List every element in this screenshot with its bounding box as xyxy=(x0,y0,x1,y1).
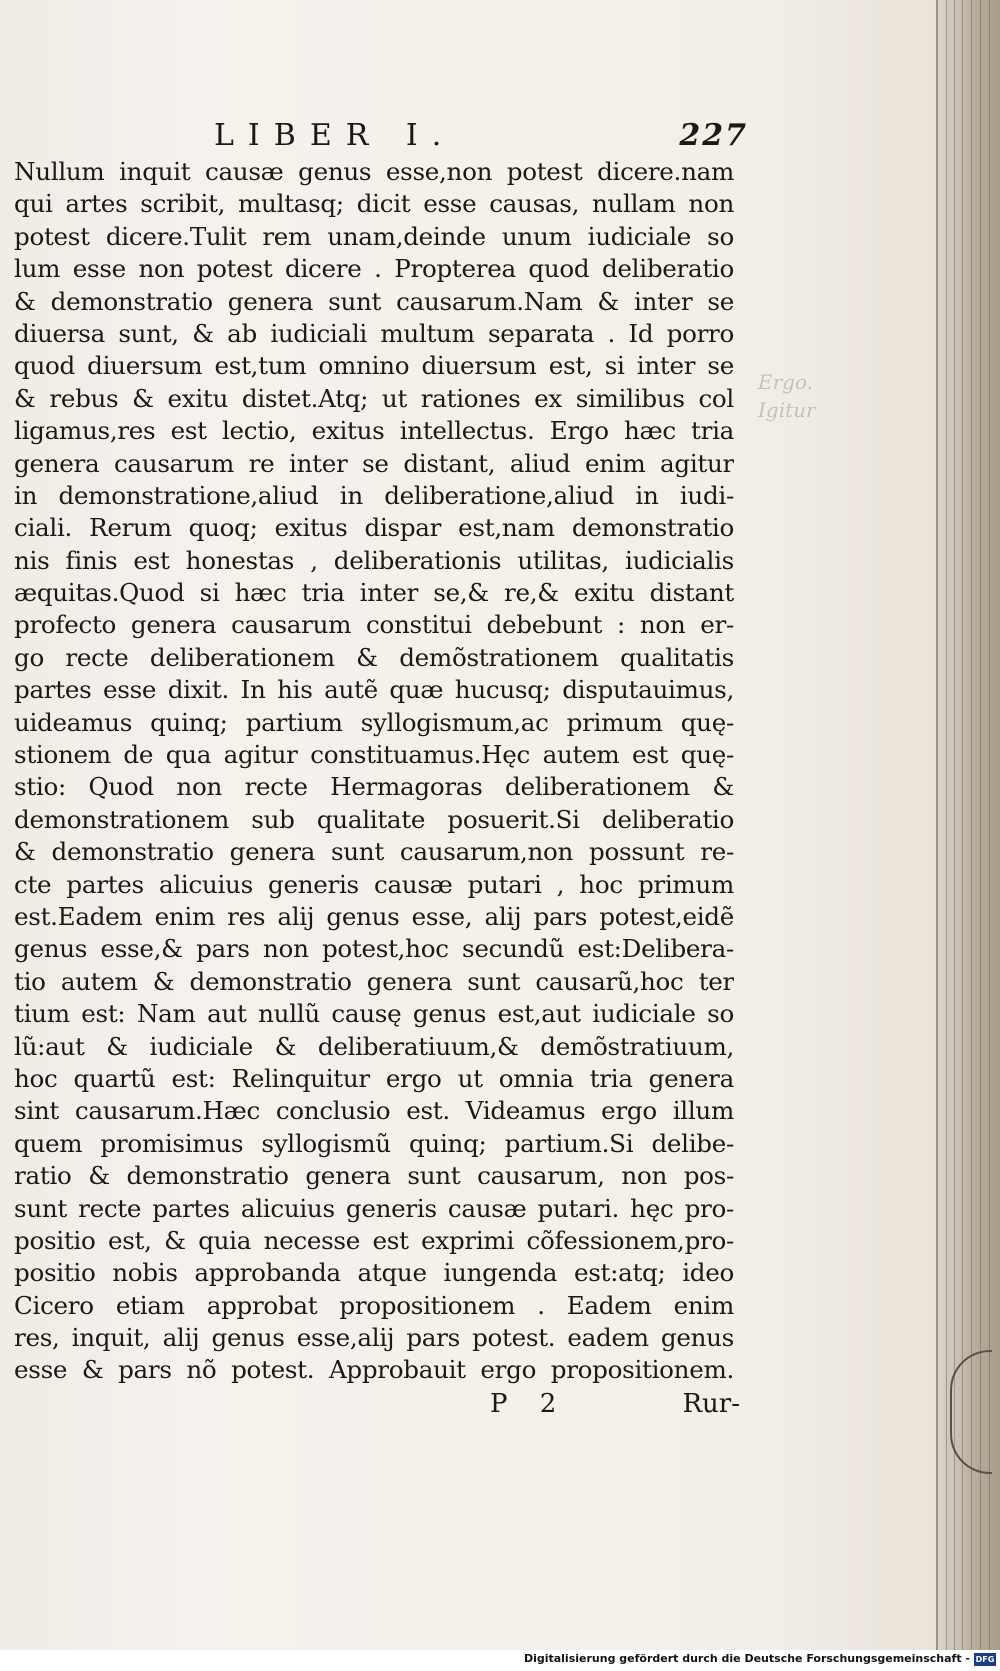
text-line: ligamus,res est lectio, exitus intellectus. Ergo hæc tria xyxy=(14,416,734,446)
text-line: quem promisimus syllogismũ quinq; partium.Si delibe- xyxy=(14,1128,734,1158)
dfg-logo: DFG xyxy=(975,1655,995,1664)
binding-curve xyxy=(950,1350,992,1474)
footer-bar xyxy=(0,1650,1000,1671)
text-line: ratio & demonstratio genera sunt causarum, non pos- xyxy=(14,1161,734,1191)
page-fore-edge xyxy=(936,0,1000,1650)
text-line: go recte deliberationem & demõstrationem qualitatis xyxy=(14,642,734,672)
running-head xyxy=(14,118,748,156)
text-line: quod diuersum est,tum omnino diuersum est, si inter se xyxy=(14,351,734,381)
text-line: est.Eadem enim res alij genus esse, alij pars potest,eidẽ xyxy=(14,901,734,931)
text-line: profecto genera causarum constitui debebunt : non er- xyxy=(14,610,734,640)
text-line: diuersa sunt, & ab iudiciali multum separata . Id porro xyxy=(14,318,734,348)
text-line: hoc quartũ est: Relinquitur ergo ut omnia tria genera xyxy=(14,1063,734,1093)
text-line: Nullum inquit causæ genus esse,non potest dicere.nam xyxy=(14,157,734,186)
signature-mark: P 2 xyxy=(490,1388,569,1419)
page-number: 227 xyxy=(679,118,748,153)
catchline xyxy=(14,1388,740,1425)
text-line: tium est: Nam aut nullũ causę genus est,aut iudiciale so xyxy=(14,999,734,1029)
text-line: positio nobis approbanda atque iungenda est:atq; ideo xyxy=(14,1258,734,1288)
text-line: partes esse dixit. In his autẽ quæ hucusq; disputauimus, xyxy=(14,675,734,705)
text-line: demonstrationem sub qualitate posuerit.Si deliberatio xyxy=(14,804,734,834)
text-line: sint causarum.Hæc conclusio est. Videamus ergo illum xyxy=(14,1096,734,1126)
text-line: cte partes alicuius generis causæ putari , hoc primum xyxy=(14,869,734,899)
text-line: in demonstratione,aliud in deliberatione,aliud in iudi- xyxy=(14,480,734,510)
text-line: & rebus & exitu distet.Atq; ut rationes ex similibus col xyxy=(14,383,734,413)
text-line: ciali. Rerum quoq; exitus dispar est,nam demonstratio xyxy=(14,513,734,543)
text-line: res, inquit, alij genus esse,alij pars potest. eadem genus xyxy=(14,1323,734,1353)
text-line: lum esse non potest dicere . Propterea quod deliberatio xyxy=(14,254,734,284)
text-line: nis finis est honestas , deliberationis utilitas, iudicialis xyxy=(14,545,734,575)
catchword: Rur- xyxy=(682,1388,740,1419)
page-content xyxy=(14,118,748,1425)
text-line: stio: Quod non recte Hermagoras deliberationem & xyxy=(14,772,734,802)
text-line: & demonstratio genera sunt causarum.Nam & inter se xyxy=(14,286,734,316)
running-title: LIBER I. xyxy=(214,118,456,153)
text-line: æquitas.Quod si hæc tria inter se,& re,& exitu distant xyxy=(14,578,734,608)
text-line: genera causarum re inter se distant, aliud enim agitur xyxy=(14,448,734,478)
show-through-margin-note: Ergo. Igitur xyxy=(758,370,816,422)
text-line: genus esse,& pars non potest,hoc secundũ est:Delibera- xyxy=(14,934,734,964)
text-line: stionem de qua agitur constituamus.Hęc autem est quę- xyxy=(14,740,734,770)
text-line: esse & pars nõ potest. Approbauit ergo propositionem. xyxy=(14,1355,734,1385)
text-line: sunt recte partes alicuius generis causæ putari. hęc pro- xyxy=(14,1193,734,1223)
text-line: qui artes scribit, multasq; dicit esse causas, nullam non xyxy=(14,189,734,219)
funding-credit: Digitalisierung gefördert durch die Deutsche Forschungsgemeinschaft - xyxy=(523,1652,970,1665)
text-line: potest dicere.Tulit rem unam,deinde unum iudiciale so xyxy=(14,221,734,251)
text-line: lũ:aut & iudiciale & deliberatiuum,& demõstratiuum, xyxy=(14,1031,734,1061)
text-line: tio autem & demonstratio genera sunt causarũ,hoc ter xyxy=(14,966,734,996)
text-line: & demonstratio genera sunt causarum,non possunt re- xyxy=(14,837,734,867)
text-line: uideamus quinq; partium syllogismum,ac primum quę- xyxy=(14,707,734,737)
text-block xyxy=(14,156,734,1387)
text-line: Cicero etiam approbat propositionem . Eadem enim xyxy=(14,1290,734,1320)
text-line: positio est, & quia necesse est exprimi cõfessionem,pro- xyxy=(14,1225,734,1255)
